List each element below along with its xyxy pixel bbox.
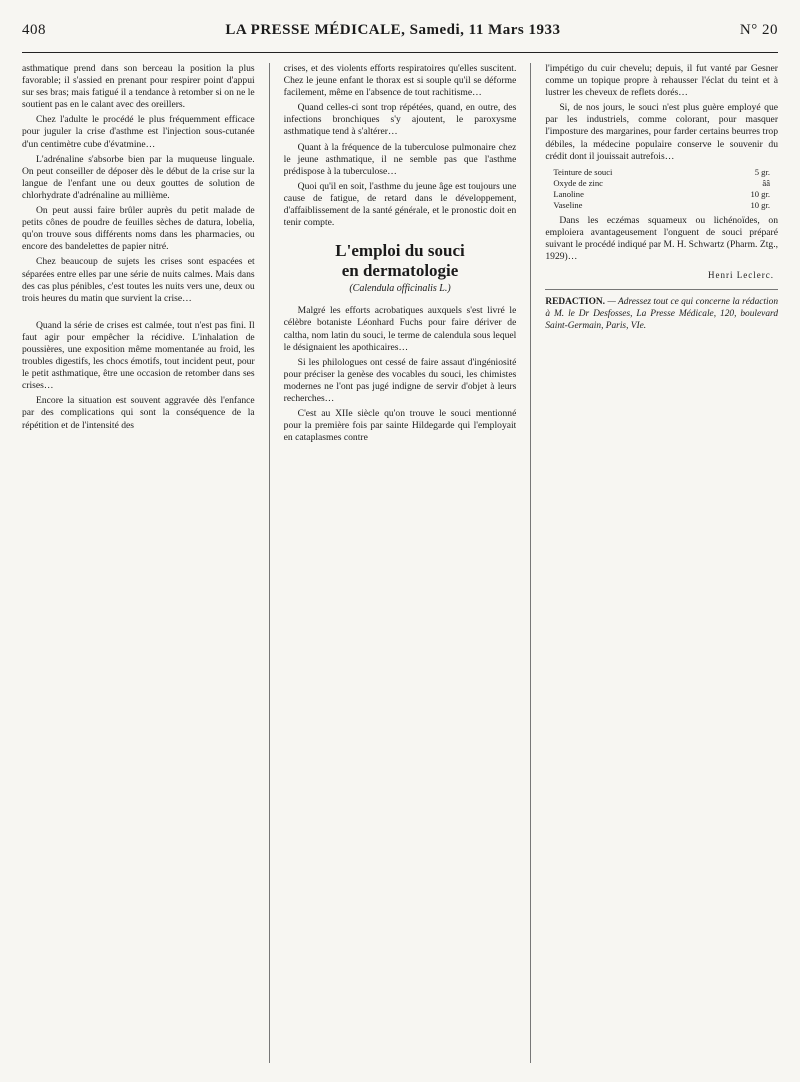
notice-text: — Adressez tout ce qui concerne la rédaction à M. le Dr Desfosses, La Presse Médicale, 120, boulevard Saint-Germain, Paris, VIe. <box>545 297 779 332</box>
article-subtitle: (Calendula officinalis L.) <box>349 283 451 295</box>
journal-name: LA PRESSE MÉDICALE, <box>225 22 406 38</box>
recipe-row <box>553 189 770 200</box>
paragraph: Quand la série de crises est calmée, tout n'est pas fini. Il faut agir pour empêcher la récidive. L'inhalation de poussières, une exposition même momentanée au froid, les troubles digestifs, les chocs émotifs, tout incident peut, pour le petit asthmatique, être une occasion de retomber dans ses crises… <box>22 319 255 392</box>
recipe-row <box>553 167 770 178</box>
recipe-ingredient: Teinture de souci <box>553 166 613 177</box>
recipe-ingredient: Lanoline <box>553 188 584 199</box>
recipe-table <box>553 167 770 211</box>
page-header <box>22 22 778 50</box>
paragraph: Quant à la fréquence de la tuberculose pulmonaire chez le jeune asthmatique, il ne semble pas que l'asthme prédispose à la tuberculose… <box>283 141 517 177</box>
notice-label: REDACTION. <box>545 297 605 308</box>
journal-title <box>46 22 740 39</box>
article-title-line: L'emploi du souci <box>335 241 465 261</box>
recipe-quantity: 5 gr. <box>754 166 771 177</box>
issue-number: N° 20 <box>739 22 778 38</box>
paragraph: l'impétigo du cuir chevelu; depuis, il fut vanté par Gesner comme un topique propre à rehausser l'éclat du teint et à lustrer les cheveux de reflets dorés… <box>545 63 779 99</box>
paragraph: Si les philologues ont cessé de faire assaut d'ingéniosité pour préciser la genèse des vocables du souci, les chimistes modernes ne l'ont pas jugé indigne de servir d'objet à leurs recherches… <box>283 356 517 404</box>
paragraph: Quand celles-ci sont trop répétées, quand, en outre, des infections bronchiques s'y ajoutent, le paroxysme asthmatique tend à s'altérer… <box>283 102 517 138</box>
paragraph: Malgré les efforts acrobatiques auxquels s'est livré le célèbre botaniste Léonhard Fuchs pour faire dériver de caltha, nom latin du souci, le terme de calendula sous lequel le désignaient les apothicaires… <box>283 305 517 353</box>
recipe-row <box>553 200 770 211</box>
paragraph: Chez l'adulte le procédé le plus fréquemment efficace pour juguler la crise d'asthme est l'injection sous-cutanée d'un centimètre cube d'évatmine… <box>22 114 255 150</box>
recipe-row <box>553 178 770 189</box>
column-2 <box>284 63 517 1063</box>
recipe-ingredient: Oxyde de zinc <box>553 177 603 188</box>
paragraph: Chez beaucoup de sujets les crises sont espacées et séparées entre elles par une série de nuits calmes. Mais dans des cas plus pénibles, c'est toutes les nuits vers une, deux ou trois heures du matin que survient la crise… <box>22 256 255 304</box>
column-separator <box>269 63 270 1063</box>
column-separator <box>530 63 531 1063</box>
paragraph: C'est au XIIe siècle qu'on trouve le souci mentionné pour la première fois par sainte Hildegarde qui l'employait en cataplasmes contre <box>283 408 517 444</box>
paragraph: L'adrénaline s'absorbe bien par la muqueuse linguale. On peut conseiller de déposer dès le début de la crise sur la langue de l'enfant une ou deux gouttes de solution de chlorhydrate d'adrénaline au millième. <box>22 153 255 201</box>
issue-date: Samedi, 11 Mars 1933 <box>409 22 561 38</box>
paragraph: Quoi qu'il en soit, l'asthme du jeune âge est toujours une cause de fatigue, de retard dans le développement, d'affaiblissement de la santé générale, et le pronostic doit en tenir compte. <box>283 180 517 229</box>
header-rule <box>22 52 778 53</box>
recipe-quantity: 10 gr. <box>750 188 771 199</box>
paragraph: Dans les eczémas squameux ou lichénoïdes, on emploiera avantageusement l'onguent de souci préparé suivant le procédé indiqué par M. H. Schwartz (Pharm. Ztg., 1929)… <box>545 214 779 263</box>
article-columns <box>22 63 778 1063</box>
paragraph: Encore la situation est souvent aggravée dès l'enfance par des complications qui sont la conséquence de la répétition et de l'intensité des <box>22 395 255 431</box>
paragraph: On peut aussi faire brûler auprès du petit malade de petits cônes de poudre de feuilles sèches de datura, lobelia, qu'on trouve sous différents noms dans les pharmacies, ou encore des bandelettes de papier nitré. <box>22 205 255 253</box>
recipe-ingredient: Vaseline <box>553 199 583 210</box>
column-1 <box>22 63 255 1063</box>
column-3 <box>545 63 778 1063</box>
recipe-quantity: 10 gr. <box>750 199 771 210</box>
paragraph: Si, de nos jours, le souci n'est plus guère employé que par les industriels, comme colorant, pour masquer l'imposture des margarines, pour farder certains beurres trop débiles, la médecine populaire conserve le souvenir du crédit dont il jouissait autrefois… <box>545 102 779 162</box>
paragraph: asthmatique prend dans son berceau la position la plus favorable; il s'assied en prenant pour respirer point d'appui sur ses bras; mais fatigué il a tendance à retomber si on ne le soutient pas en le calant avec des oreillers. <box>22 63 255 111</box>
article-author: Henri Leclerc. <box>708 270 775 281</box>
article-title <box>284 241 517 281</box>
article-title-line: en dermatologie <box>341 261 459 281</box>
page-number: 408 <box>22 22 46 38</box>
paragraph: crises, et des violents efforts respiratoires qu'elles suscitent. Chez le jeune enfant le thorax est si souple qu'il se déforme facilement, même en l'absence de tout rachitisme… <box>283 63 517 99</box>
recipe-quantity: ââ <box>762 177 771 188</box>
editorial-notice <box>545 289 778 332</box>
